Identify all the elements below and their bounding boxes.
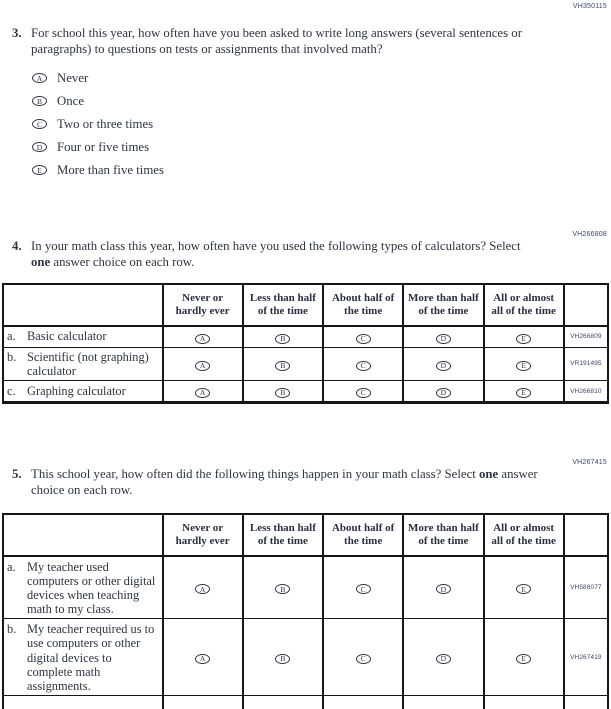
question-3-number: 3.	[12, 26, 22, 40]
answer-bubble-c[interactable]: C	[356, 361, 371, 371]
row-item-code: VH588077	[564, 556, 608, 619]
answer-bubble-c[interactable]: C	[356, 388, 371, 398]
answer-cell	[323, 556, 403, 619]
answer-cell	[323, 326, 403, 348]
table-row-cutoff	[3, 696, 608, 709]
header-more-than-half: More than half of the time	[403, 284, 483, 326]
answer-bubble-b[interactable]: B	[275, 654, 290, 664]
option-never	[32, 67, 611, 90]
row-label: Graphing calculator	[27, 383, 126, 398]
header-never-or-hardly-ever: Never or hardly ever	[163, 284, 243, 326]
answer-cell	[163, 326, 243, 348]
row-item-code: VH266810	[564, 381, 608, 403]
answer-cell	[484, 381, 564, 403]
answer-cell	[163, 381, 243, 403]
header-code-blank	[564, 514, 608, 556]
row-label-cell	[3, 347, 163, 380]
answer-bubble-e[interactable]: E	[516, 654, 531, 664]
option-label: Two or three times	[57, 116, 154, 131]
header-all-or-almost-all: All or almost all of the time	[484, 514, 564, 556]
option-bubble-a[interactable]: A	[32, 73, 47, 83]
cutoff-cell	[403, 696, 483, 709]
header-less-than-half: Less than half of the time	[243, 284, 323, 326]
question-4-grid	[2, 283, 609, 404]
row-item-code: VH267419	[564, 619, 608, 696]
row-item-code: VH266809	[564, 326, 608, 348]
cutoff-cell	[243, 696, 323, 709]
question-3-section	[0, 0, 611, 182]
answer-bubble-e[interactable]: E	[516, 334, 531, 344]
question-5-text-bold: one	[479, 467, 499, 481]
answer-bubble-d[interactable]: D	[436, 334, 451, 344]
question-4-text-bold: one	[31, 255, 51, 270]
option-label: Once	[57, 93, 84, 108]
row-label-cell	[3, 381, 163, 403]
answer-cell	[403, 381, 483, 403]
answer-cell	[484, 556, 564, 619]
question-3-text: For school this year, how often have you been asked to write long answers (several sentences or paragraphs) to questions on tests or assignments that involved math?	[31, 26, 522, 57]
question-4-text	[31, 238, 536, 271]
row-item-code: VR191495	[564, 347, 608, 380]
row-label: Basic calculator	[27, 329, 107, 344]
answer-bubble-a[interactable]: A	[195, 334, 210, 344]
item-code-q3: VH350115	[572, 3, 607, 10]
question-4-text-pre: In your math class this year, how often have you used the following types of calculators? Select	[31, 239, 521, 253]
option-four-or-five	[32, 136, 611, 159]
question-4-number: 4.	[12, 239, 22, 253]
answer-cell	[323, 381, 403, 403]
row-label: Scientific (not graphing) calculator	[27, 349, 149, 378]
question-5	[12, 466, 611, 499]
grid-header-row	[3, 514, 608, 556]
row-prefix: b.	[7, 622, 17, 637]
answer-bubble-d[interactable]: D	[436, 361, 451, 371]
question-4-text-post: answer choice on each row.	[50, 255, 195, 270]
answer-bubble-c[interactable]: C	[356, 654, 371, 664]
cutoff-cell	[564, 696, 608, 709]
answer-cell	[403, 556, 483, 619]
row-prefix: a.	[7, 559, 16, 574]
question-5-text-post: answer choice on each row.	[31, 467, 538, 498]
answer-bubble-e[interactable]: E	[516, 584, 531, 594]
answer-bubble-b[interactable]: B	[275, 361, 290, 371]
row-prefix: b.	[7, 349, 17, 364]
grid-header-row	[3, 284, 608, 326]
table-row-required-devices	[3, 619, 608, 696]
answer-cell	[484, 619, 564, 696]
question-3	[12, 25, 611, 58]
table-row-scientific-calculator	[3, 347, 608, 380]
option-more-than-five	[32, 159, 611, 182]
answer-cell	[163, 619, 243, 696]
row-prefix: a.	[7, 329, 16, 344]
answer-bubble-a[interactable]: A	[195, 361, 210, 371]
answer-cell	[243, 326, 323, 348]
question-5-section	[0, 455, 611, 709]
answer-bubble-a[interactable]: A	[195, 584, 210, 594]
option-bubble-d[interactable]: D	[32, 142, 47, 152]
option-bubble-e[interactable]: E	[32, 165, 47, 175]
answer-cell	[403, 347, 483, 380]
option-label: More than five times	[57, 162, 164, 177]
option-bubble-b[interactable]: B	[32, 96, 47, 106]
answer-cell	[163, 556, 243, 619]
option-bubble-c[interactable]: C	[32, 119, 47, 129]
option-two-or-three	[32, 113, 611, 136]
option-once	[32, 90, 611, 113]
header-about-half: About half of the time	[323, 284, 403, 326]
option-label: Never	[57, 70, 89, 85]
answer-bubble-d[interactable]: D	[436, 584, 451, 594]
cutoff-cell	[3, 696, 163, 709]
answer-cell	[403, 326, 483, 348]
answer-bubble-e[interactable]: E	[516, 388, 531, 398]
header-more-than-half: More than half of the time	[403, 514, 483, 556]
row-label-cell	[3, 619, 163, 696]
answer-bubble-c[interactable]: C	[356, 334, 371, 344]
question-5-text	[31, 466, 566, 499]
row-label-cell	[3, 556, 163, 619]
question-5-grid	[2, 513, 609, 709]
answer-cell	[323, 347, 403, 380]
answer-bubble-d[interactable]: D	[436, 388, 451, 398]
option-label: Four or five times	[57, 139, 150, 154]
header-about-half: About half of the time	[323, 514, 403, 556]
question-4-section	[0, 228, 611, 404]
header-all-or-almost-all: All or almost all of the time	[484, 284, 564, 326]
table-row-basic-calculator	[3, 326, 608, 348]
row-label: My teacher used computers or other digital devices when teaching math to my class.	[27, 559, 156, 617]
cutoff-cell	[323, 696, 403, 709]
answer-bubble-a[interactable]: A	[195, 654, 210, 664]
question-5-number: 5.	[12, 467, 22, 481]
answer-cell	[243, 347, 323, 380]
header-never-or-hardly-ever: Never or hardly ever	[163, 514, 243, 556]
answer-bubble-b[interactable]: B	[275, 388, 290, 398]
answer-bubble-b[interactable]: B	[275, 584, 290, 594]
row-label-cell	[3, 326, 163, 348]
answer-bubble-d[interactable]: D	[436, 654, 451, 664]
answer-cell	[163, 347, 243, 380]
answer-cell	[484, 326, 564, 348]
table-row-graphing-calculator	[3, 381, 608, 403]
row-prefix: c.	[7, 383, 16, 398]
item-code-q4: VH266808	[572, 231, 607, 238]
answer-bubble-a[interactable]: A	[195, 388, 210, 398]
table-row-teacher-used-devices	[3, 556, 608, 619]
answer-bubble-b[interactable]: B	[275, 334, 290, 344]
cutoff-cell	[484, 696, 564, 709]
answer-cell	[243, 619, 323, 696]
cutoff-cell	[163, 696, 243, 709]
answer-cell	[243, 556, 323, 619]
question-3-options	[32, 67, 611, 182]
answer-cell	[484, 347, 564, 380]
question-5-text-pre: This school year, how often did the following things happen in your math class? Select	[31, 467, 479, 481]
answer-bubble-c[interactable]: C	[356, 584, 371, 594]
answer-cell	[403, 619, 483, 696]
item-code-q5: VH267415	[572, 459, 607, 466]
question-4	[12, 238, 611, 271]
header-code-blank	[564, 284, 608, 326]
row-label: My teacher required us to use computers or other digital devices to complete math assignments.	[27, 622, 155, 693]
answer-cell	[243, 381, 323, 403]
header-blank	[3, 514, 163, 556]
header-blank	[3, 284, 163, 326]
answer-cell	[323, 619, 403, 696]
header-less-than-half: Less than half of the time	[243, 514, 323, 556]
answer-bubble-e[interactable]: E	[516, 361, 531, 371]
